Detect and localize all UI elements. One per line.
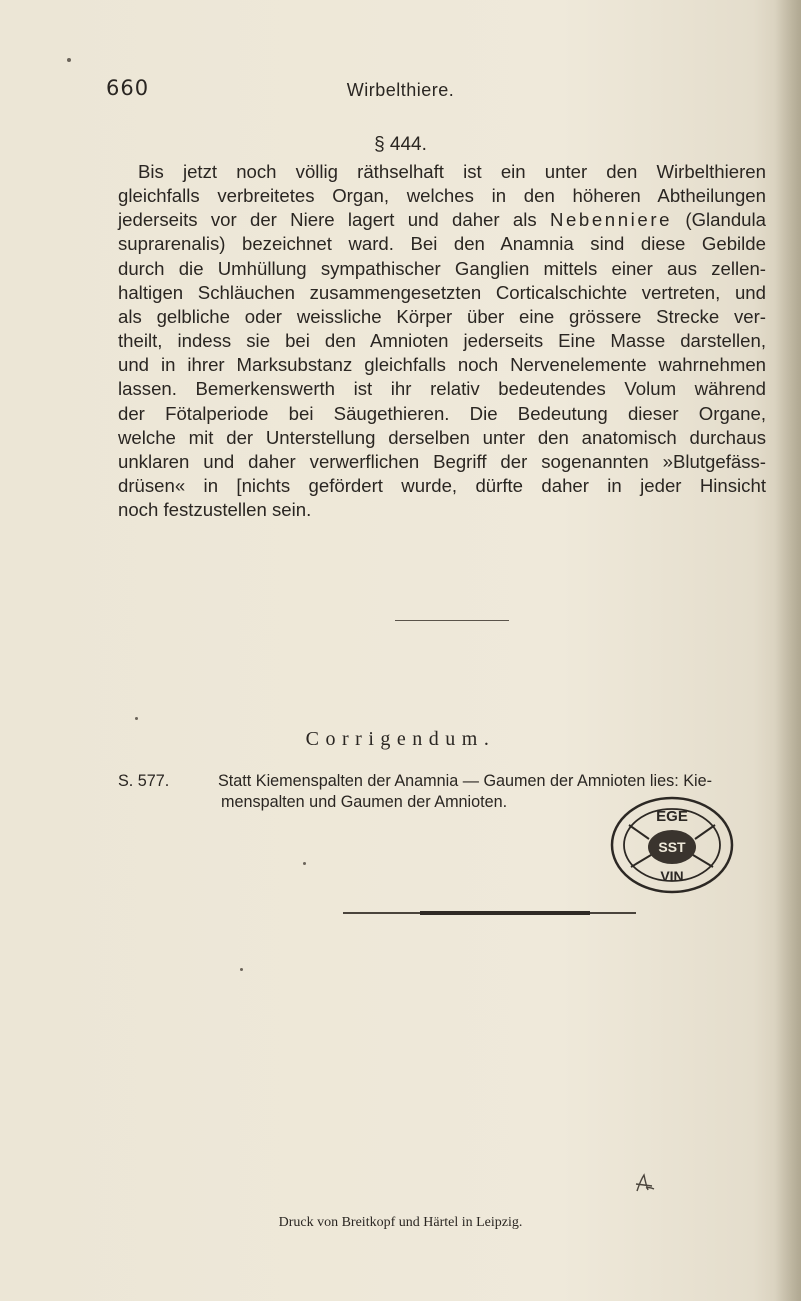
body-line: lassen. Bemerkenswerth ist ihr relativ bedeutendes Volum während: [118, 378, 766, 400]
body-line: suprarenalis) bezeichnet ward. Bei den Anamnia sind diese Gebilde: [118, 233, 766, 255]
body-line: drüsen« in [nichts gefördert wurde, dürfte daher in jeder Hinsicht: [118, 475, 766, 497]
corrigendum-line-1: Statt Kiemenspalten der Anamnia — Gaumen der Amnioten lies: Kie-: [218, 772, 712, 790]
handwritten-mark-icon: [632, 1172, 656, 1194]
print-speck: [303, 862, 306, 865]
library-stamp-icon: [609, 795, 735, 895]
body-line: haltigen Schläuchen zusammengesetzten Corticalschichte vertreten, und: [118, 281, 766, 303]
term-tail: (Glandula: [685, 209, 766, 231]
print-speck: [240, 968, 243, 971]
running-head: Wirbelthiere.: [346, 80, 455, 100]
body-line: durch die Umhüllung sympathischer Ganglien mittels einer aus zellen-: [118, 257, 766, 279]
body-line: der Fötalperiode bei Säugethieren. Die Bedeutung dieser Organe,: [118, 402, 766, 424]
body-line: theilt, indess sie bei den Amnioten jederseits Eine Masse darstellen,: [118, 330, 766, 352]
stamp-bottom-text: VIN: [660, 868, 684, 884]
corrigendum-line: [118, 771, 766, 792]
corrigendum-title: Corrigendum.: [305, 728, 496, 750]
print-speck: [67, 58, 71, 62]
page-number: 660: [106, 76, 150, 100]
page-edge-shadow: [775, 0, 801, 1301]
stamp-center-text: SST: [658, 839, 686, 855]
body-line: Bis jetzt noch völlig räthselhaft ist ein unter den Wirbelthieren: [138, 161, 766, 182]
body-line: gleichfalls verbreitetes Organ, welches in den höheren Abtheilungen: [118, 185, 766, 207]
section-heading: § 444.: [374, 134, 427, 155]
body-line: unklaren und daher verwerflichen Begriff der sogenannten »Blutgefäss-: [118, 450, 766, 472]
print-speck: [135, 717, 138, 720]
body-paragraph: [118, 160, 766, 522]
body-line: welche mit der Unterstellung derselben unter den anatomisch durchaus: [118, 426, 766, 448]
body-line: und in ihrer Marksubstanz gleichfalls noch Nervenelemente wahrnehmen: [118, 354, 766, 376]
body-line-text: jederseits vor der Niere lagert und daher als: [118, 209, 537, 231]
bottom-rule-heavy: [420, 911, 590, 915]
corrigendum-page-ref: S. 577.: [118, 772, 170, 790]
corrigendum-line-2: menspalten und Gaumen der Amnioten.: [221, 793, 508, 811]
body-line: noch festzustellen sein.: [118, 499, 312, 521]
spaced-term: Nebenniere: [549, 209, 673, 231]
stamp-top-text: EGE: [656, 808, 688, 825]
body-line-with-term: [118, 208, 766, 232]
body-line: als gelbliche oder weissliche Körper über eine grössere Strecke ver-: [118, 305, 766, 327]
printer-imprint: Druck von Breitkopf und Härtel in Leipzig.: [278, 1215, 523, 1230]
section-divider: [395, 620, 509, 621]
